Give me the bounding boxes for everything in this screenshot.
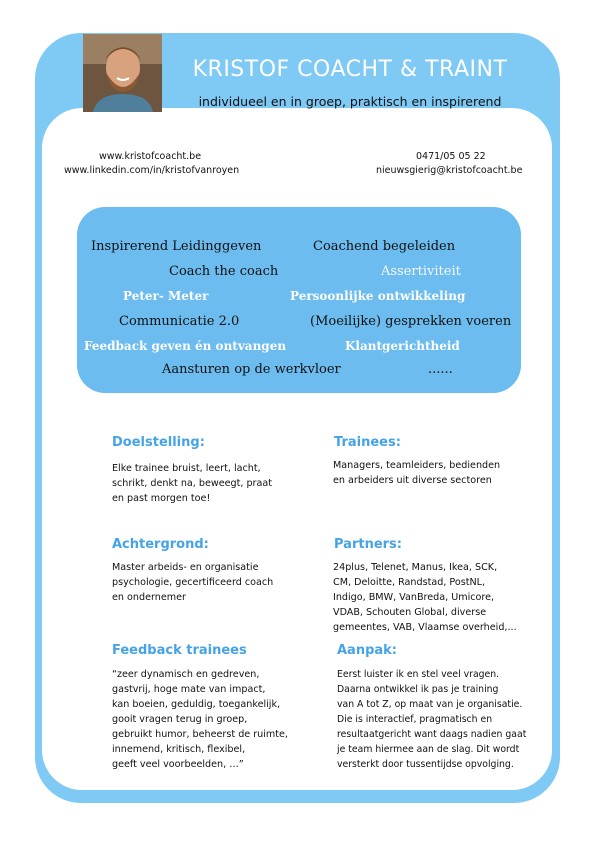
text-line: “zeer dynamisch en gedreven, <box>112 669 260 680</box>
text-line: Managers, teamleiders, bedienden <box>333 460 501 471</box>
text-line: en arbeiders uit diverse sectoren <box>333 475 492 486</box>
text-line: Eerst luister ik en stel veel vragen. <box>337 669 500 680</box>
aanpak-heading: Aanpak: <box>337 643 398 658</box>
partners-heading: Partners: <box>334 537 402 552</box>
skill-item: Assertiviteit <box>381 264 461 279</box>
feedback-text <box>112 667 288 772</box>
text-line: Die is interactief, pragmatisch en <box>337 714 493 725</box>
text-line: 24plus, Telenet, Manus, Ikea, SCK, <box>333 562 498 573</box>
text-line: gemeentes, VAB, Vlaamse overheid,... <box>333 622 517 633</box>
text-line: Elke trainee bruist, leert, lacht, <box>112 463 261 474</box>
skill-item: Coach the coach <box>169 264 279 279</box>
text-line: resultaatgericht want daags nadien gaat <box>337 729 527 740</box>
skill-item: Klantgerichtheid <box>345 339 460 353</box>
feedback-heading: Feedback trainees <box>112 643 247 658</box>
text-line: CM, Deloitte, Randstad, PostNL, <box>333 577 486 588</box>
portrait-photo <box>83 34 162 112</box>
text-line: gastvrij, hoge mate van impact, <box>112 684 266 695</box>
skill-item: Aansturen op de werkvloer <box>162 362 341 377</box>
text-line: psychologie, gecertificeerd coach <box>112 577 274 588</box>
text-line: en ondernemer <box>112 592 186 603</box>
text-line: je team hiermee aan de slag. Dit wordt <box>337 744 520 755</box>
page-subtitle: individueel en in groep, praktisch en inspirerend <box>198 94 502 109</box>
text-line: gebruikt humor, beheerst de ruimte, <box>112 729 288 740</box>
text-line: schrikt, denkt na, beweegt, praat <box>112 478 273 489</box>
skill-item: Coachend begeleiden <box>313 239 456 254</box>
linkedin-link[interactable]: www.linkedin.com/in/kristofvanroyen <box>64 165 240 176</box>
skill-item: (Moeilijke) gesprekken voeren <box>310 314 512 329</box>
email-link[interactable]: nieuwsgierig@kristofcoacht.be <box>376 165 523 176</box>
text-line: en past morgen toe! <box>112 493 211 504</box>
text-line: gooit vragen terug in groep, <box>112 714 248 725</box>
text-line: Indigo, BMW, VanBreda, Umicore, <box>333 592 495 603</box>
page-title: KRISTOF COACHT & TRAINT <box>192 57 508 82</box>
skill-item: Communicatie 2.0 <box>119 314 240 329</box>
trainees-text <box>333 458 500 488</box>
phone-number: 0471/05 05 22 <box>416 151 486 162</box>
text-line: van A tot Z, op maat van je organisatie. <box>337 699 523 710</box>
skill-item: Peter- Meter <box>123 289 209 303</box>
doelstelling-text <box>112 461 272 506</box>
trainees-heading: Trainees: <box>334 435 401 450</box>
website-link[interactable]: www.kristofcoacht.be <box>99 151 202 162</box>
achtergrond-text <box>112 560 273 605</box>
text-line: innemend, kritisch, flexibel, <box>112 744 246 755</box>
text-line: geeft veel voorbeelden, …” <box>112 759 244 770</box>
aanpak-text <box>337 667 526 772</box>
skill-item: Inspirerend Leidinggeven <box>91 239 262 254</box>
achtergrond-heading: Achtergrond: <box>112 537 209 552</box>
text-line: Daarna ontwikkel ik pas je training <box>337 684 499 695</box>
skill-item: Persoonlijke ontwikkeling <box>290 289 466 303</box>
partners-text <box>333 560 517 635</box>
text-line: versterkt door tussentijdse opvolging. <box>337 759 514 770</box>
doelstelling-heading: Doelstelling: <box>112 435 205 450</box>
skill-item: Feedback geven én ontvangen <box>84 339 287 353</box>
text-line: kan boeien, geduldig, toegankelijk, <box>112 699 281 710</box>
skill-item: ...... <box>428 362 453 377</box>
text-line: Master arbeids- en organisatie <box>112 562 259 573</box>
text-line: VDAB, Schouten Global, diverse <box>333 607 487 618</box>
